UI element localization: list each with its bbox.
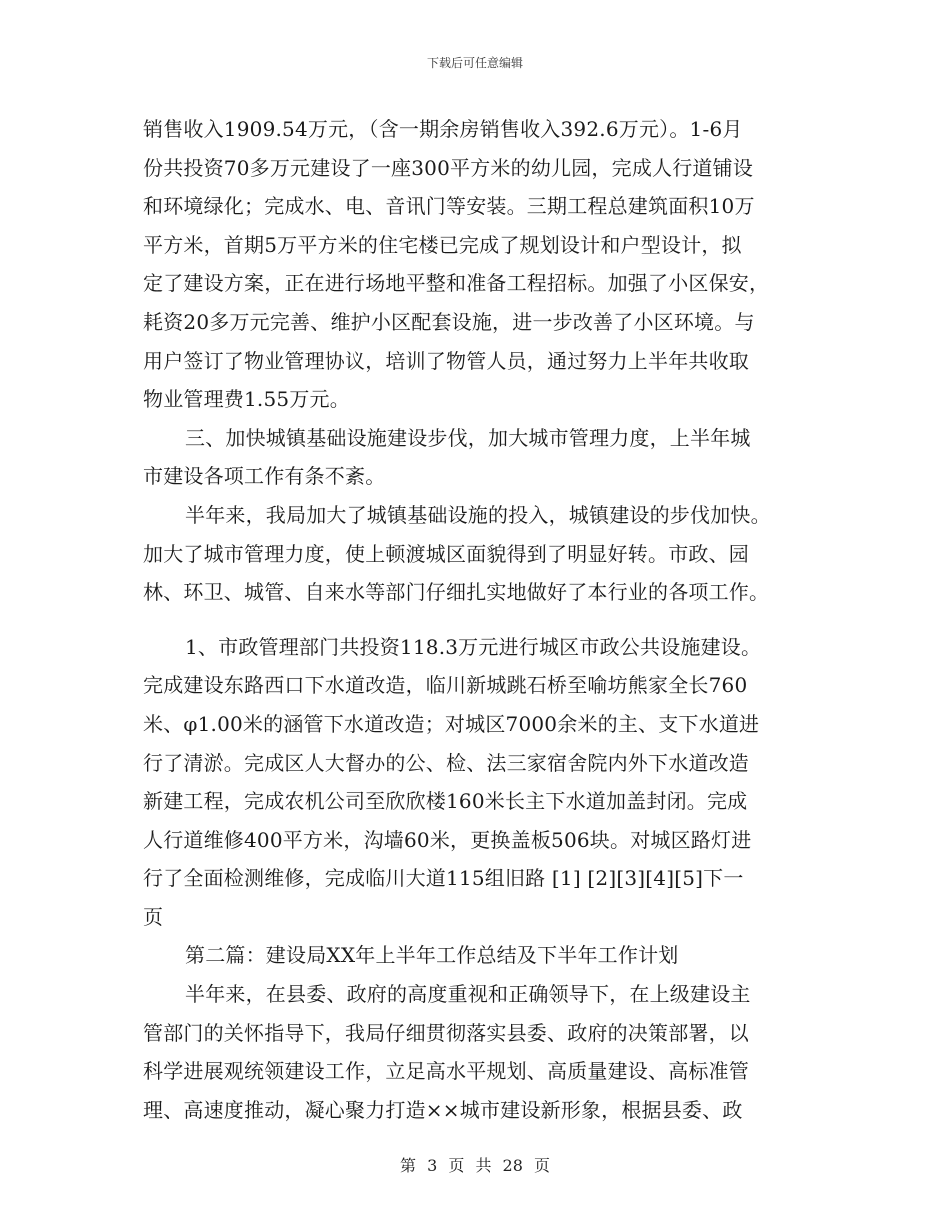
text-line: 人行道维修400平方米，沟墙60米，更换盖板506块。对城区路灯进 (143, 827, 752, 852)
page-footer: 第 3 页 共 28 页 (400, 1156, 550, 1175)
paragraph-gap (143, 612, 808, 628)
text-line: 行了清淤。完成区人大督办的公、检、法三家宿舍院内外下水道改造 (143, 750, 749, 775)
text-line: 半年来，在县委、政府的高度重视和正确领导下，在上级建设主 (185, 982, 751, 1007)
text-line: 第二篇：建设局XX年上半年工作总结及下半年工作计划 (185, 943, 679, 968)
text-line: 定了建设方案，正在进行场地平整和准备工程招标。加强了小区保安， (143, 271, 770, 296)
paragraph (143, 110, 808, 419)
paragraph (143, 419, 808, 496)
text-line: 耗资20多万元完善、维护小区配套设施，进一步改善了小区环境。与 (143, 309, 755, 334)
paragraph (143, 628, 808, 937)
text-line: 新建工程，完成农机公司至欣欣楼160米长主下水道加盖封闭。完成 (143, 789, 748, 814)
text-line: 三、加快城镇基础设施建设步伐，加大城市管理力度，上半年城 (185, 425, 751, 450)
text-line: 半年来，我局加大了城镇基础设施的投入，城镇建设的步伐加快。 (185, 502, 771, 527)
text-line: 米、φ1.00米的涵管下水道改造；对城区7000余米的主、支下水道进 (143, 711, 760, 736)
text-line: 平方米，首期5万平方米的住宅楼已完成了规划设计和户型设计，拟 (143, 232, 742, 257)
paragraph (143, 975, 808, 1129)
paragraph (143, 936, 808, 975)
text-line: 物业管理费1.55万元。 (143, 387, 350, 412)
text-line: 林、环卫、城管、自来水等部门仔细扎实地做好了本行业的各项工作。 (143, 580, 770, 605)
text-line: 完成建设东路西口下水道改造，临川新城跳石桥至喻坊熊家全长760 (143, 673, 748, 698)
page-header: 下载后可任意编辑 (426, 56, 523, 70)
text-line: 行了全面检测维修，完成临川大道115组旧路 [1] [2][3][4][5]下一 (143, 866, 744, 891)
text-line: 份共投资70多万元建设了一座300平方米的幼儿园，完成人行道铺设 (143, 155, 754, 180)
text-line: 1、市政管理部门共投资118.3万元进行城区市政公共设施建设。 (185, 634, 762, 659)
text-line: 和环境绿化；完成水、电、音讯门等安装。三期工程总建筑面积10万 (143, 194, 755, 219)
text-line: 科学进展观统领建设工作，立足高水平规划、高质量建设、高标准管 (143, 1059, 749, 1084)
paragraph (143, 496, 808, 612)
document-body (143, 110, 808, 1129)
text-line: 市建设各项工作有条不紊。 (143, 464, 386, 489)
text-line: 管部门的关怀指导下，我局仔细贯彻落实县委、政府的决策部署，以 (143, 1020, 749, 1045)
text-line: 页 (143, 904, 164, 929)
text-line: 销售收入1909.54万元，（含一期余房销售收入392.6万元）。1-6月 (143, 117, 743, 141)
text-line: 用户签订了物业管理协议，培训了物管人员，通过努力上半年共收取 (143, 348, 749, 373)
text-line: 加大了城市管理力度，使上顿渡城区面貌得到了明显好转。市政、园 (143, 541, 749, 566)
text-line: 理、高速度推动，凝心聚力打造××城市建设新形象，根据县委、政 (143, 1097, 743, 1122)
